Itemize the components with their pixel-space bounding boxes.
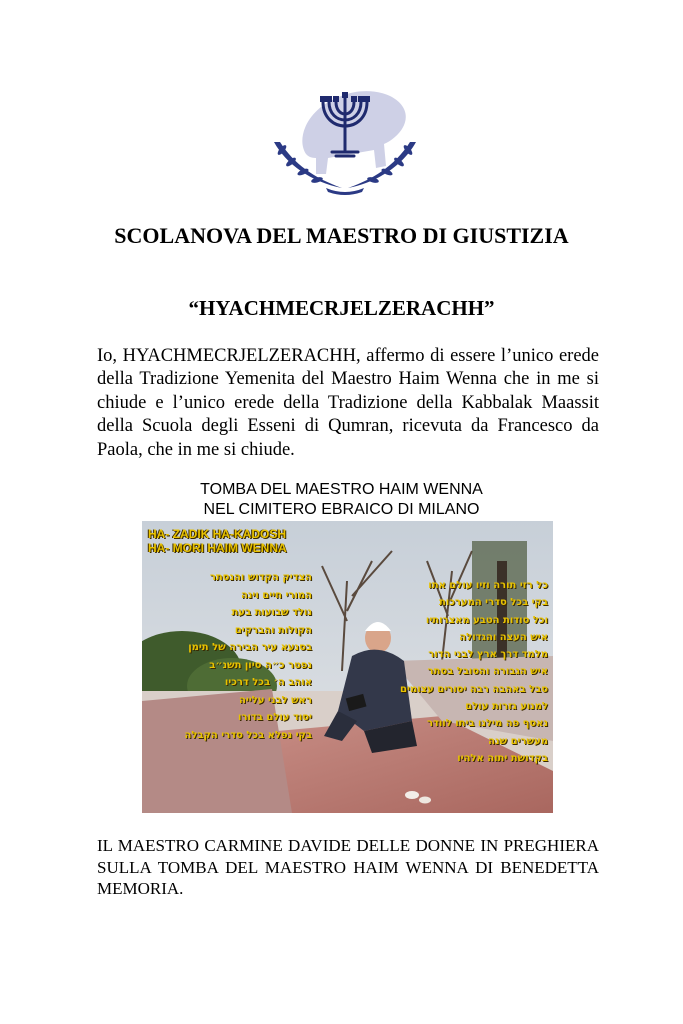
hebrew-right-line: בקי בכל סדרי המערכות: [438, 597, 548, 609]
hebrew-left-line: הצדיק הקדוש והנסתר: [209, 572, 312, 583]
hebrew-left-line: ראש לבני עלייה: [239, 694, 312, 706]
hebrew-left-line: אוהב ה׳ בכל דרכיו: [224, 677, 312, 688]
tomb-photo: [142, 521, 553, 813]
hebrew-right-line: בקדושת יתוה אלהיו: [457, 752, 548, 764]
hebrew-right-line: נאסף פה מילנו ביתו לוודר: [426, 718, 548, 730]
hebrew-left-line: המורי חיים וינה: [241, 589, 312, 601]
master-name: “HYACHMECRJELZERACHH”: [188, 296, 495, 320]
photo-heading-line-2: HA- MORI HAIM WENNA: [148, 541, 287, 555]
page-title: SCOLANOVA DEL MAESTRO DI GIUSTIZIA: [114, 223, 569, 248]
hebrew-left-line: נולד שבועות בעת: [231, 607, 312, 618]
hebrew-right-line: איש הגבורה והסובל בסתר: [427, 666, 548, 678]
caption-line-2: NEL CIMITERO EBRAICO DI MILANO: [203, 501, 480, 518]
hebrew-right-line: איש העצה והגדולה: [459, 631, 548, 643]
hebrew-right-line: וכל סודות הטבע מאצרותיו: [425, 614, 548, 626]
hebrew-left-line: נפטר כ״ה סיון תשנ״ב: [209, 659, 312, 671]
statement-paragraph: Io, HYACHMECRJELZERACHH, affermo di essere l’unico erede della Tradizione Yemenita del Maestro Haim Wenna che in me si chiude e l’unico erede della Tradizione della Kabbalak Maassit della Scuola degli Esseni di Qumran, ricevuta da Francesco da Paola, che in me si chiude.: [97, 346, 599, 460]
hebrew-inscription-right: [388, 577, 548, 767]
hebrew-inscription-left: [172, 569, 312, 744]
hebrew-left-line: בסנעא עיר הבירה של תימן: [188, 642, 312, 653]
hebrew-right-line: כל רזי תורה וזיו עולם אתו: [428, 580, 548, 591]
photo-heading-line-1: HA- ZADIK HA-KADOSH: [148, 527, 286, 541]
hebrew-right-line: סבל באהבה רבה יסורים עצומים: [400, 683, 548, 695]
hebrew-right-line: מעשרים שנה: [488, 735, 548, 747]
hebrew-right-line: מלמד דרך ארץ לבני הדור: [428, 649, 548, 661]
caption-line-1: TOMBA DEL MAESTRO HAIM WENNA: [200, 481, 483, 498]
photo-caption: [0, 480, 683, 520]
menorah-lion-logo: [266, 84, 424, 200]
hebrew-left-line: בקי נפלא בכל סדרי הקבלה: [184, 729, 312, 741]
hebrew-left-line: הקולות והברקים: [234, 624, 312, 636]
hebrew-left-line: יסוד עולם בדורו: [238, 712, 312, 723]
closing-paragraph: IL MAESTRO CARMINE DAVIDE DELLE DONNE IN PREGHIERA SULLA TOMBA DEL MAESTRO HAIM WENNA DI BENEDETTA MEMORIA.: [97, 836, 599, 898]
hebrew-right-line: למנוע גזרות עולם: [465, 701, 548, 713]
